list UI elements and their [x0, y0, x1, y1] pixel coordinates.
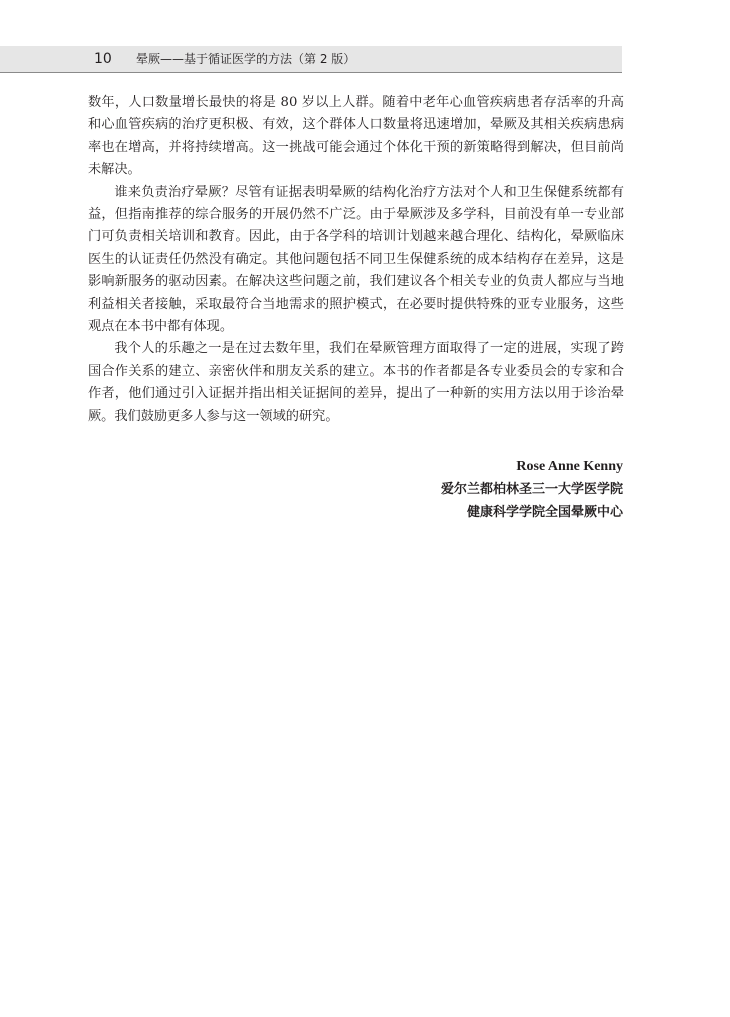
running-header	[0, 46, 622, 73]
page-number: 10	[94, 51, 112, 67]
running-title: 晕厥——基于循证医学的方法（第 2 版）	[136, 52, 356, 66]
affiliation-line-2: 健康科学学院全国晕厥中心	[466, 505, 623, 520]
body-text	[88, 92, 624, 428]
paragraph-personal-note: 我个人的乐趣之一是在过去数年里，我们在晕厥管理方面取得了一定的进展，实现了跨国合作关系的建立、亲密伙伴和朋友关系的建立。本书的作者都是各专业委员会的专家和合作者，他们通过引入证据并指出相关证据间的差异，提出了一种新的实用方法以用于诊治晕厥。我们鼓励更多人参与这一领域的研究。	[88, 341, 624, 424]
paragraph-who-treats-syncope: 谁来负责治疗晕厥？尽管有证据表明晕厥的结构化治疗方法对个人和卫生保健系统都有益，但指南推荐的综合服务的开展仍然不广泛。由于晕厥涉及多学科，目前没有单一专业部门可负责相关培训和教育。因此，由于各学科的培训计划越来越合理化、结构化，晕厥临床医生的认证责任仍然没有确定。其他问题包括不同卫生保健系统的成本结构存在差异，这是影响新服务的驱动因素。在解决这些问题之前，我们建议各个相关专业的负责人都应与当地利益相关者接触，采取最符合当地需求的照护模式，在必要时提供特殊的亚专业服务，这些观点在本书中都有体现。	[88, 184, 624, 335]
affiliation-line-1: 爱尔兰都柏林圣三一大学医学院	[440, 482, 623, 497]
author-name: Rose Anne Kenny	[516, 459, 623, 474]
paragraph-continued: 数年，人口数量增长最快的将是 80 岁以上人群。随着中老年心血管疾病患者存活率的升高和心血管疾病的治疗更积极、有效，这个群体人口数量将迅速增加，晕厥及其相关疾病患病率也在增高，并将持续增高。这一挑战可能会通过个体化干预的新策略得到解决，但目前尚未解决。	[88, 95, 624, 178]
signature-block	[441, 456, 623, 524]
